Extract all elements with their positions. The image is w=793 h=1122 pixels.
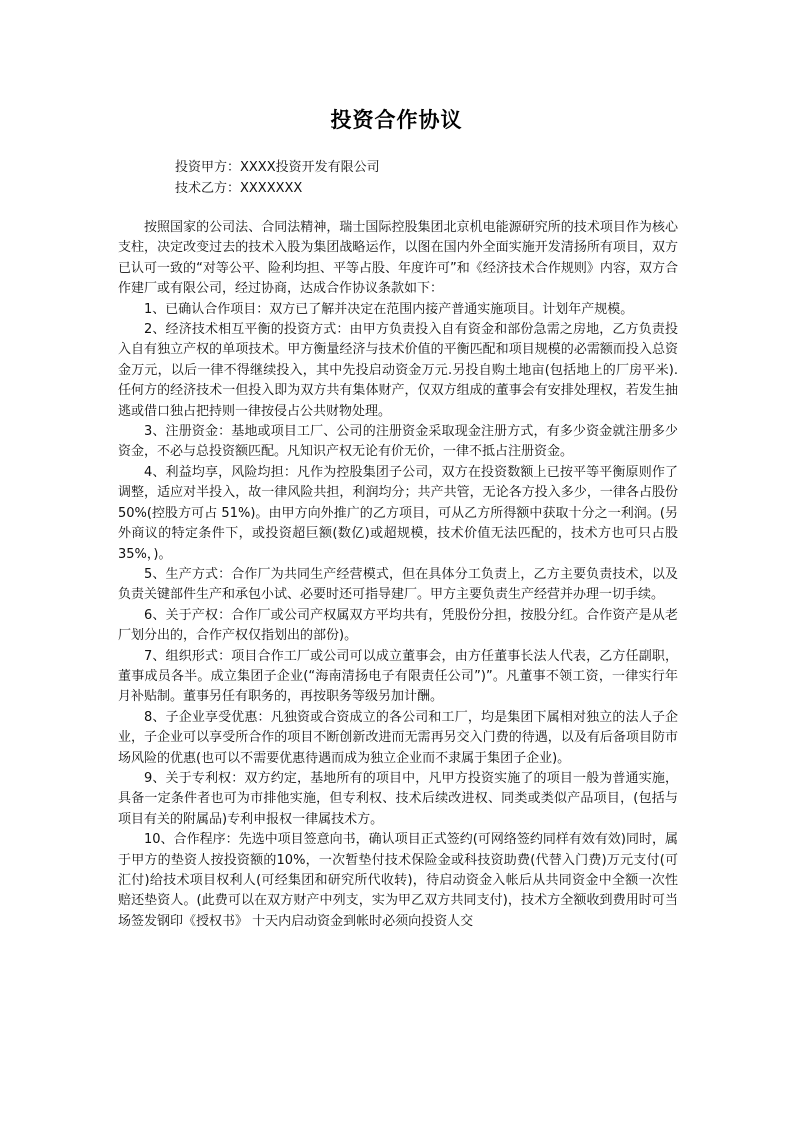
clause-4-paragraph: 4、利益均享，风险均担：凡作为控股集团子公司，双方在投资数额上已按平等平衡原则作了调整，适应对半投入，故一律风险共担，利润均分；共产共管，无论各方投入多少，一律各占股份 50%(控股方可占 51%)。由甲方向外推广的乙方项目，可从乙方所得额中获取十分之一利润。(另外商议的特定条件下，或投资超巨额(数亿)或超规模，技术价值无法匹配的，技术方也可只占股 35%，)。: [118, 464, 678, 562]
parties-block: [175, 157, 380, 199]
clause-10-paragraph: 10、合作程序：先选中项目签意向书，确认项目正式签约(可网络签约同样有效有效)同时，属于甲方的垫资人按投资额的10%，一次暂垫付技术保险金或科技资助费(代替入门费)万元支付(可汇付)给技术项目权利人(可经集团和研究所代收转)，待启动资金入帐后从共同资金中全额一次性赔还垫资人。(此费可以在双方财产中列支，实为甲乙双方共同支付)，技术方全额收到费用时可当场签发钢印《授权书》 十天内启动资金到帐时必须向投资人交: [118, 832, 678, 929]
clause-9-paragraph: 9、关于专利权：双方约定，基地所有的项目中，凡甲方投资实施了的项目一般为普通实施，具备一定条件者也可为市排他实施，但专利权、技术后续改进权、同类或类似产品项目，(包括与项目有关的附属品)专利申报权一律属技术方。: [118, 770, 678, 827]
preamble-paragraph: 按照国家的公司法、合同法精神，瑞士国际控股集团北京机电能源研究所的技术项目作为核心支柱，决定改变过去的技术入股为集团战略运作，以图在国内外全面实施开发清扬所有项目，双方已认可一致的“对等公平、险利均担、平等占股、年度许可”和《经济技术合作规则》内容，双方合作建厂或有限公司，经过协商，达成合作协议条款如下：: [118, 220, 678, 297]
clause-7-paragraph: 7、组织形式：项目合作工厂或公司可以成立董事会，由方任董事长法人代表，乙方任副职，董事成员各半。成立集团子企业(“海南清扬电子有限责任公司”)”。凡董事不领工资，一律实行年月补贴制。董事另任有职务的，再按职务等级另加计酬。: [118, 648, 678, 705]
clause-6-paragraph: 6、关于产权：合作厂或公司产权属双方平均共有，凭股份分担，按股分红。合作资产是从老厂划分出的，合作产权仅指划出的部份)。: [118, 607, 678, 644]
clause-5-paragraph: 5、生产方式：合作厂为共同生产经营模式，但在具体分工负责上，乙方主要负责技术，以及负责关键部件生产和承包小试、必要时还可指导建厂。甲方主要负责生产经营并办理一切手续。: [118, 566, 678, 603]
document-title: 投资合作协议: [330, 107, 463, 132]
clause-8-paragraph: 8、子企业享受优惠：凡独资或合资成立的各公司和工厂，均是集团下属相对独立的法人子企业，子企业可以享受所合作的项目不断创新改进而无需再另交入门费的待遇，以及有后备项目防市场风险的优惠(也可以不需要优惠待遇而成为独立企业而不隶属于集团子企业)。: [118, 709, 678, 766]
clause-1-paragraph: 1、已确认合作项目：双方已了解并决定在范围内接产普通实施项目。计划年产规模。: [144, 301, 634, 317]
party-b-line: 技术乙方：XXXXXXX: [175, 181, 303, 196]
party-a-line: 投资甲方：XXXX投资开发有限公司: [175, 160, 380, 175]
clause-2-paragraph: 2、经济技术相互平衡的投资方式：由甲方负责投入自有资金和部份急需之房地，乙方负责投入自有独立产权的单项技术。甲方衡量经济与技术价值的平衡匹配和项目规模的必需额而投入总资金万元，以后一律不得继续投入，其中先投启动资金万元.另投自购土地亩(包括地上的厂房平米).任何方的经济技术一但投入即为双方共有集体财产，仅双方组成的董事会有安排处理权，若发生抽逃或借口独占把持则一律按侵占公共财物处理。: [118, 322, 678, 419]
clause-3-paragraph: 3、注册资金：基地或项目工厂、公司的注册资金采取现金注册方式，有多少资金就注册多少资金，不必与总投资额匹配。凡知识产权无论有价无价，一律不抵占注册资金。: [118, 424, 678, 460]
agreement-body: [118, 218, 678, 932]
